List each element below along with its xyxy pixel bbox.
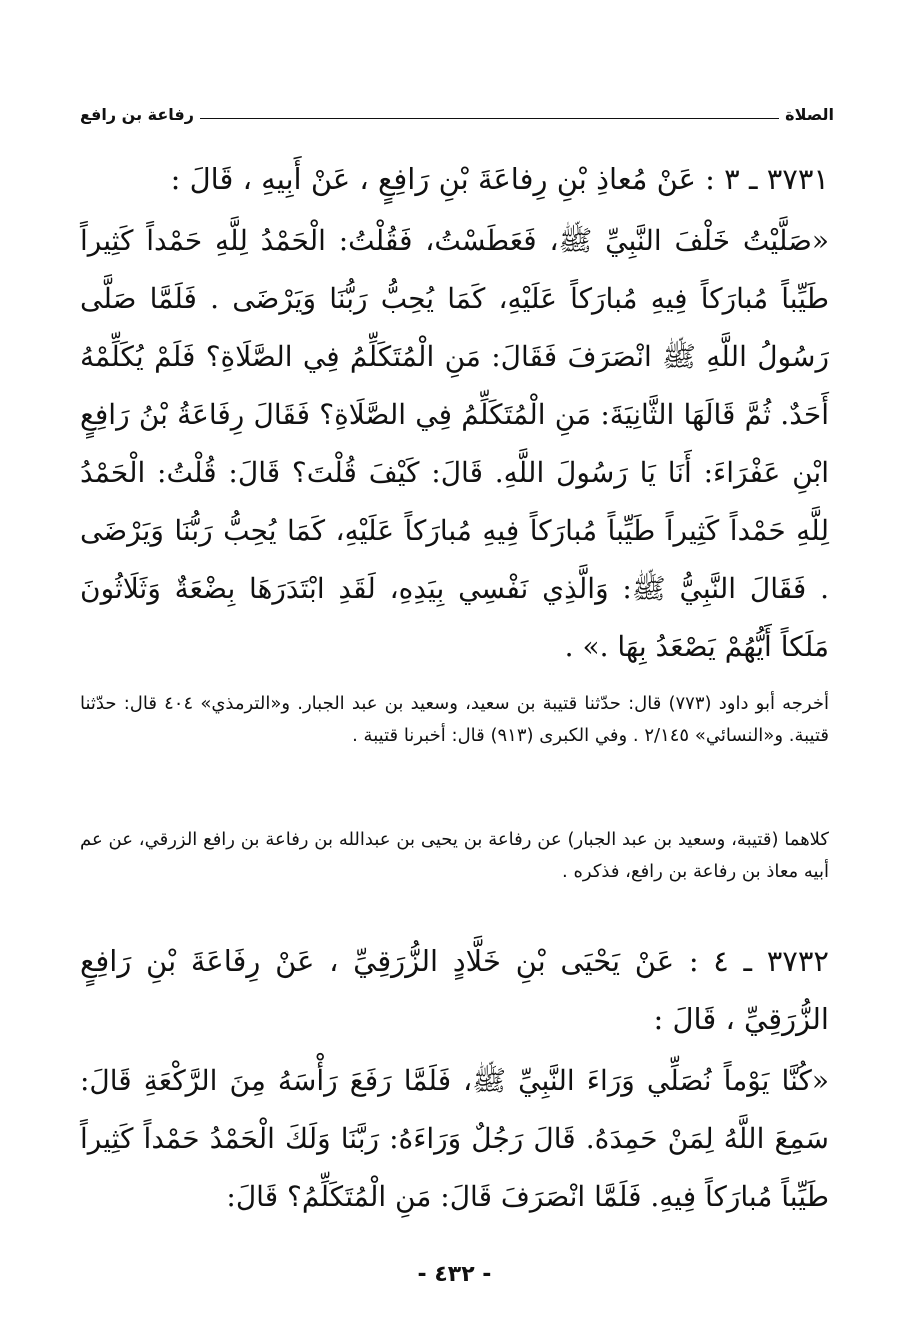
running-header [80,98,834,124]
hadith-3732-text: «كُنَّا يَوْماً نُصَلِّي وَرَاءَ النَّبِيِّ ﷺ، فَلَمَّا رَفَعَ رَأْسَهُ مِنَ الرَّكْعَةِ قَالَ: سَمِعَ اللَّهُ لِمَنْ حَمِدَهُ. قَالَ رَجُلٌ وَرَاءَهُ: رَبَّنَا وَلَكَ الْحَمْدُ حَمْداً كَثِيراً طَيِّباً مُبارَكاً فِيهِ. فَلَمَّا انْصَرَفَ قَالَ: مَنِ الْمُتَكَلِّمُ؟ قَالَ: [80,1064,829,1213]
section-title: الصلاة [785,105,834,124]
chain-note: كلاهما (قتيبة، وسعيد بن عبد الجبار) عن رفاعة بن يحيى بن عبدالله بن رفاعة بن رافع الزرقي، عن عم أبيه معاذ بن رفاعة بن رافع، فذكره . [80,829,829,882]
page-number: - ٤٣٢ - [417,1262,492,1287]
hadith-3732-heading: ٣٧٣٢ ـ ٤ : عَنْ يَحْيَى بْنِ خَلَّادٍ الزُّرَقِيِّ ، عَنْ رِفَاعَةَ بْنِ رَافِعٍ الزُّرَقِيِّ ، قَالَ : [80,944,829,1036]
hadith-3731-heading: ٣٧٣١ ـ ٣ : عَنْ مُعاذِ بْنِ رِفاعَةَ بْنِ رَافِعٍ ، عَنْ أَبِيهِ ، قَالَ : [170,162,829,196]
takhrij-note: أخرجه أبو داود (٧٧٣) قال: حدّثنا قتيبة بن سعيد، وسعيد بن عبد الجبار. و«الترمذي» ٤٠٤ قال: حدّثنا قتيبة. و«النسائي» ٢/١٤٥ . وفي الكبرى (٩١٣) قال: أخبرنا قتيبة . [80,693,829,746]
header-rule [200,118,779,119]
hadith-3731-text: «صَلَّيْتُ خَلْفَ النَّبِيِّ ﷺ، فَعَطَسْتُ، فَقُلْتُ: الْحَمْدُ لِلَّهِ حَمْداً كَثِيراً طَيِّباً مُبارَكاً فِيهِ مُبارَكاً عَلَيْهِ، كَمَا يُحِبُّ رَبُّنَا وَيَرْضَى . فَلَمَّا صَلَّى رَسُولُ اللَّهِ ﷺ انْصَرَفَ فَقَالَ: مَنِ الْمُتَكَلِّمُ فِي الصَّلَاةِ؟ فَلَمْ يُكَلِّمْهُ أَحَدٌ. ثُمَّ قَالَهَا الثَّانِيَةَ: مَنِ الْمُتَكَلِّمُ فِي الصَّلَاةِ؟ فَقَالَ رِفَاعَةُ بْنُ رَافِعٍ ابْنِ عَفْرَاءَ: أَنَا يَا رَسُولَ اللَّهِ. قَالَ: كَيْفَ قُلْتَ؟ قَالَ: قُلْتُ: الْحَمْدُ لِلَّهِ حَمْداً كَثِيراً طَيِّباً مُبارَكاً فِيهِ مُبارَكاً عَلَيْهِ، كَمَا يُحِبُّ رَبُّنَا وَيَرْضَى . فَقَالَ النَّبِيُّ ﷺ: وَالَّذِي نَفْسِي بِيَدِهِ، لَقَدِ ابْتَدَرَهَا بِضْعَةٌ وَثَلَاثُونَ مَلَكاً أَيُّهُمْ يَصْعَدُ بِهَا .» . [80,224,829,663]
subject-title: رفاعة بن رافع [80,105,194,124]
